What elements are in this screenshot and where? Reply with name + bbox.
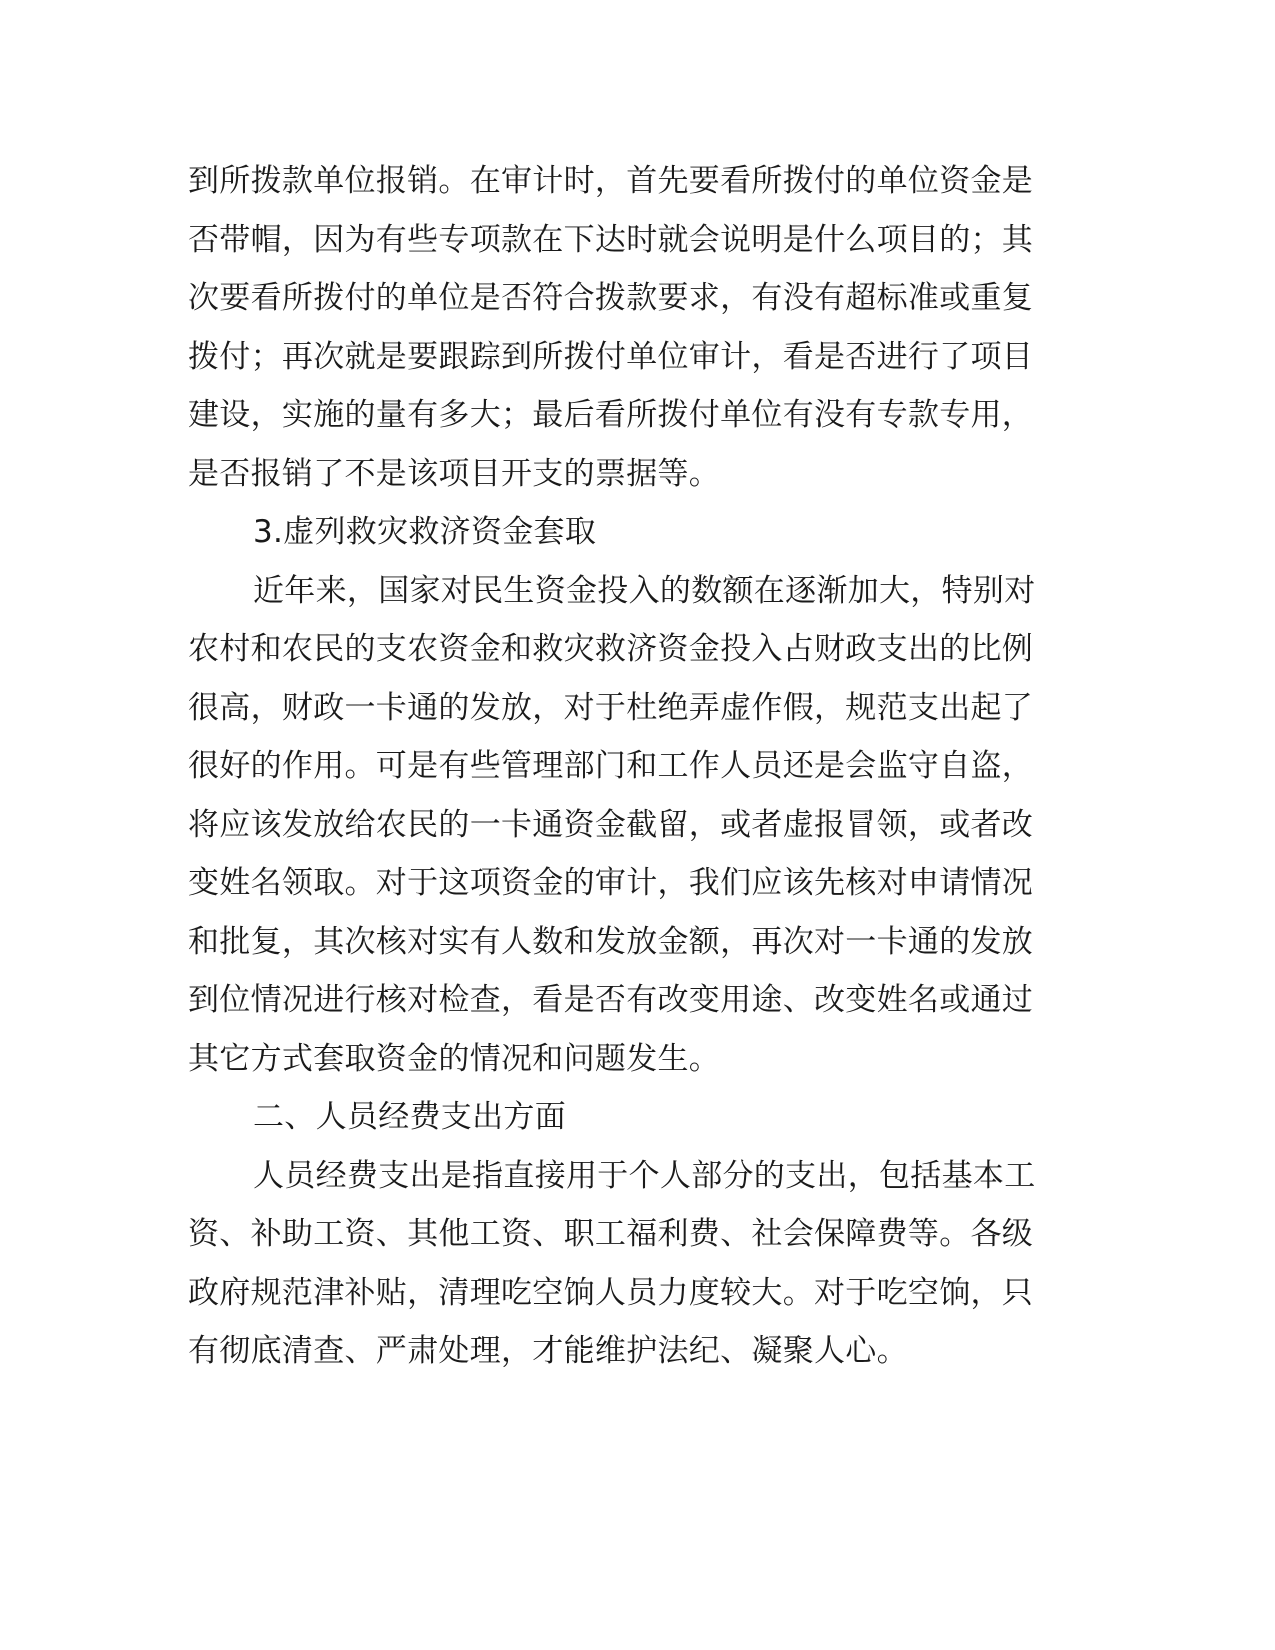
text-line: 近年来，国家对民生资金投入的数额在逐渐加大，特别对 bbox=[253, 572, 1036, 609]
text-line: 人员经费支出是指直接用于个人部分的支出，包括基本工 bbox=[253, 1157, 1036, 1194]
text-line: 拨付；再次就是要跟踪到所拨付单位审计，看是否进行了项目 bbox=[188, 338, 1034, 375]
text-line: 否带帽，因为有些专项款在下达时就会说明是什么项目的；其 bbox=[188, 221, 1034, 258]
text-line: 将应该发放给农民的一卡通资金截留，或者虚报冒领，或者改 bbox=[188, 806, 1034, 843]
text-line: 和批复，其次核对实有人数和发放金额，再次对一卡通的发放 bbox=[188, 923, 1034, 960]
text-line: 很高，财政一卡通的发放，对于杜绝弄虚作假，规范支出起了 bbox=[188, 689, 1034, 726]
text-line: 建设，实施的量有多大；最后看所拨付单位有没有专款专用， bbox=[188, 397, 1034, 433]
text-line: 有彻底清查、严肃处理，才能维护法纪、凝聚人心。 bbox=[188, 1333, 908, 1369]
text-line: 变姓名领取。对于这项资金的审计，我们应该先核对申请情况 bbox=[188, 865, 1034, 901]
text-line: 其它方式套取资金的情况和问题发生。 bbox=[188, 1040, 721, 1077]
document-body bbox=[188, 152, 1086, 1381]
text-line: 很好的作用。可是有些管理部门和工作人员还是会监守自盗， bbox=[188, 748, 1034, 784]
text-line: 政府规范津补贴，清理吃空饷人员力度较大。对于吃空饷，只 bbox=[188, 1274, 1034, 1311]
section-heading: 3.虚列救灾救济资金套取 bbox=[253, 514, 597, 550]
text-line: 农村和农民的支农资金和救灾救济资金投入占财政支出的比例 bbox=[188, 631, 1034, 667]
text-line: 资、补助工资、其他工资、职工福利费、社会保障费等。各级 bbox=[188, 1216, 1034, 1252]
text-line: 到位情况进行核对检查，看是否有改变用途、改变姓名或通过 bbox=[188, 982, 1034, 1018]
text-line: 到所拨款单位报销。在审计时，首先要看所拨付的单位资金是 bbox=[188, 163, 1034, 199]
text-line: 是否报销了不是该项目开支的票据等。 bbox=[188, 455, 721, 492]
text-line: 次要看所拨付的单位是否符合拨款要求，有没有超标准或重复 bbox=[188, 280, 1034, 316]
section-heading: 二、人员经费支出方面 bbox=[253, 1099, 566, 1135]
